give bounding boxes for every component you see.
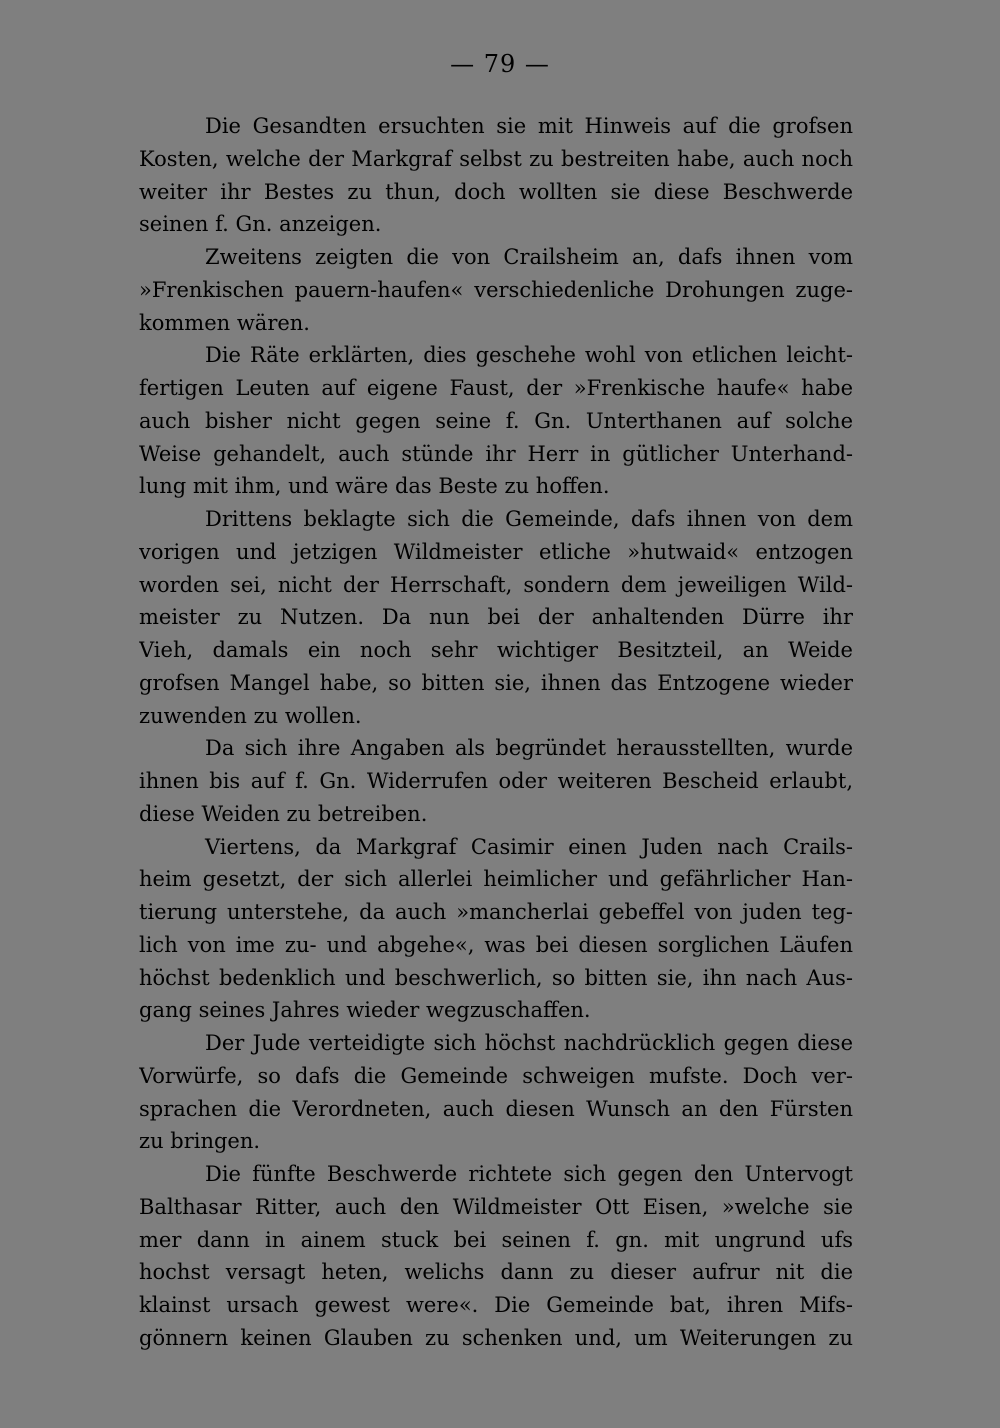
text-line: sprachen die Verordneten, auch diesen Wunsch an den Fürsten [139,1096,853,1121]
text-line: »Frenkischen pauern-haufen« verschiedenliche Drohungen zuge- [139,277,853,302]
text-line: auch bisher nicht gegen seine f. Gn. Unterthanen auf solche [139,408,853,433]
text-line: Die Gesandten ersuchten sie mit Hinweis auf die grofsen [205,114,853,138]
text-line: Kosten, welche der Markgraf selbst zu bestreiten habe, auch noch [139,146,853,171]
page-number: — 79 — [450,50,550,78]
text-line: hochst versagt heten, welichs dann zu dieser aufrur nit die [139,1260,853,1285]
text-line: worden sei, nicht der Herrschaft, sondern dem jeweiligen Wild- [139,572,853,597]
text-line: lung mit ihm, und wäre das Beste zu hoffen. [139,474,610,499]
text-line: gang seines Jahres wieder wegzuschaffen. [139,998,591,1023]
text-line: tierung unterstehe, da auch »mancherlai gebeffel von juden teg- [139,900,853,924]
text-line: Der Jude verteidigte sich höchst nachdrücklich gegen diese [205,1031,853,1055]
text-line: ihnen bis auf f. Gn. Widerrufen oder weiteren Bescheid erlaubt, [139,769,853,793]
text-line: vorigen und jetzigen Wildmeister etliche »hutwaid« entzogen [139,539,853,564]
text-line: Zweitens zeigten die von Crailsheim an, dafs ihnen vom [205,245,853,269]
text-line: Vieh, damals ein noch sehr wichtiger Besitzteil, an Weide [139,638,853,662]
text-line: lich von ime zu- und abgehe«, was bei diesen sorglichen Läufen [139,932,853,957]
text-line: Weise gehandelt, auch stünde ihr Herr in gütlicher Unterhand- [139,441,853,466]
body-text [139,110,853,1355]
text-line: grofsen Mangel habe, so bitten sie, ihnen das Entzogene wieder [139,670,853,695]
text-line: meister zu Nutzen. Da nun bei der anhaltenden Dürre ihr [139,605,853,630]
text-line: Drittens beklagte sich die Gemeinde, dafs ihnen von dem [205,507,853,531]
text-line: Viertens, da Markgraf Casimir einen Juden nach Crails- [205,834,853,859]
text-line: mer dann in ainem stuck bei seinen f. gn. mit ungrund ufs [139,1227,853,1252]
text-line: Da sich ihre Angaben als begründet herausstellten, wurde [205,736,853,761]
text-line: seinen f. Gn. anzeigen. [139,212,382,237]
text-line: Vorwürfe, so dafs die Gemeinde schweigen mufste. Doch ver- [139,1063,853,1088]
text-line: Die fünfte Beschwerde richtete sich gegen den Untervogt [205,1162,853,1186]
text-line: diese Weiden zu betreiben. [139,801,428,826]
text-line: höchst bedenklich und beschwerlich, so bitten sie, ihn nach Aus- [139,965,853,990]
text-line: klainst ursach gewest were«. Die Gemeinde bat, ihren Mifs- [139,1293,853,1317]
text-line: heim gesetzt, der sich allerlei heimlicher und gefährlicher Han- [139,867,853,892]
text-line: Balthasar Ritter, auch den Wildmeister Ott Eisen, »welche sie [139,1194,853,1219]
text-line: gönnern keinen Glauben zu schenken und, um Weiterungen zu [139,1325,853,1350]
text-line: zuwenden zu wollen. [139,703,362,728]
text-line: zu bringen. [139,1129,261,1154]
text-line: fertigen Leuten auf eigene Faust, der »Frenkische haufe« habe [139,376,853,400]
text-line: weiter ihr Bestes zu thun, doch wollten sie diese Beschwerde [139,179,853,204]
text-line: Die Räte erklärten, dies geschehe wohl von etlichen leicht- [205,343,853,368]
text-line: kommen wären. [139,310,310,335]
